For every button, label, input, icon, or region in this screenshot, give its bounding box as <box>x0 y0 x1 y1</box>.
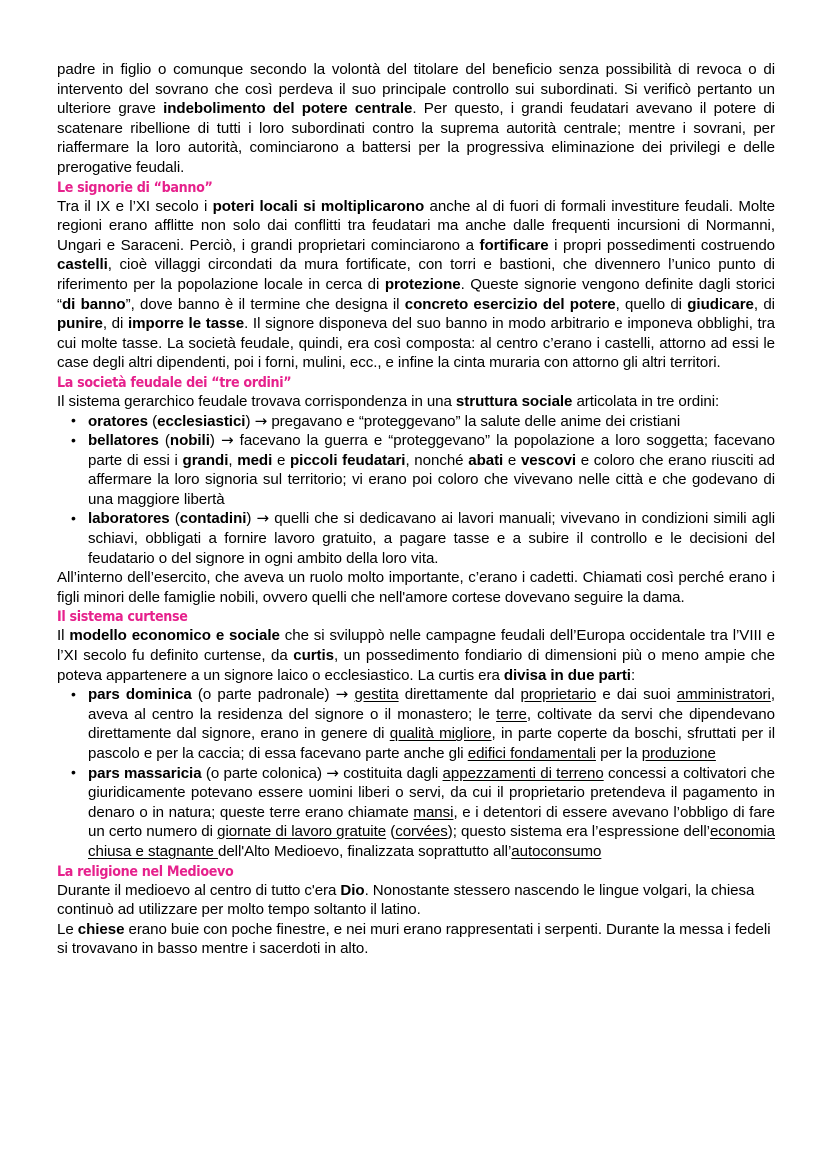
bullet-list-curtis-parti <box>57 685 775 861</box>
list-item <box>57 509 775 568</box>
list-item <box>57 412 775 432</box>
list-item-text: • bellatores (nobili) → facevano la guerra e “proteggevano” la popolazione a loro soggetta; facevano parte di essi i grandi, medi e piccoli feudatari, nonché abati e vescovi e coloro che erano riusciti ad affermare la loro signoria sul territorio; vi erano poi coloro che vivevano nelle città e che godevano di una maggiore libertà <box>88 431 775 508</box>
section-paragraph-societa-feudale: Il sistema gerarchico feudale trovava corrispondenza in una struttura sociale articolata in tre ordini: <box>57 392 720 410</box>
list-item-text: • pars massaricia (o parte colonica) → costituita dagli appezzamenti di terreno concessi a coltivatori che giuridicamente potevano essere uomini liberi o servi, da cui il proprietario pretendeva il pagamento in denaro o in natura; queste terre erano chiamate mansi, e i detentori di essere avevano l’obbligo di fare un certo numero di giornate di lavoro gratuite (corvées); questo sistema era l’espressione dell’economia chiusa e stagnante dell'Alto Medioevo, finalizzata soprattutto all’autoconsumo <box>88 763 775 860</box>
section-paragraph-religione: Durante il medioevo al centro di tutto c'era Dio. Nonostante stessero nascendo le lingue volgari, la chiesa continuò ad utilizzare per molto tempo soltanto il latino. <box>57 881 755 919</box>
document-body <box>57 60 775 959</box>
section-heading-sistema-curtense: Il sistema curtense <box>57 608 188 626</box>
section-closing-paragraph-cadetti: All’interno dell’esercito, che aveva un ruolo molto importante, c’erano i cadetti. Chiamati così perché erano i figli minori delle famiglie nobili, ovvero quelli che nell'amore cortese dovevano seguire la dama. <box>57 569 775 606</box>
list-item-text: • pars dominica (o parte padronale) → gestita direttamente dal proprietario e dai suoi amministratori, aveva al centro la residenza del signore o il monastero; le terre, coltivate da servi che dipendevano direttamente dal signore, erano in genere di qualità migliore, in parte coperte da boschi, sfruttati per il pascolo e per la caccia; di essa facevano parte anche gli edifici fondamentali per la produzione <box>88 685 775 762</box>
section-heading-signorie-di-banno: Le signorie di “banno” <box>57 178 213 196</box>
list-item-text: • laboratores (contadini) → quelli che si dedicavano ai lavori manuali; vivevano in condizioni simili agli schiavi, obbligati a fornire lavoro gratuito, a pagare tasse e a subire il controllo e le decisioni del feudatario o del signore in ogni ambito della loro vita. <box>88 509 776 567</box>
section-paragraph-signorie-di-banno: Tra il IX e l’XI secolo i poteri locali si moltiplicarono anche al di fuori di formali investiture feudali. Molte regioni erano afflitte non solo dai conflitti tra feudatari ma anche dalle frequenti incursioni di Normanni, Ungari e Saraceni. Perciò, i grandi proprietari cominciarono a fortificare i propri possedimenti costruendo castelli, cioè villaggi circondati da mura fortificate, con torri e bastioni, che divennero l’unico punto di riferimento per la popolazione locale in cerca di protezione. Queste signorie vengono definite dagli storici “di banno”, dove banno è il termine che designa il concreto esercizio del potere, quello di giudicare, di punire, di imporre le tasse. Il signore disponeva del suo banno in modo arbitrario e imponeva obblighi, tra cui molte tasse. La società feudale, quindi, era così composta: al centro c’erano i castelli, attorno ad essi le case degli altri dipendenti, poi i forni, mulini, ecc., e infine la cinta muraria con attorno gli altri territori. <box>57 197 776 372</box>
section-heading-religione-nel-medioevo: La religione nel Medioevo <box>57 862 234 880</box>
list-item <box>57 685 775 763</box>
section-heading-societa-feudale-tre-ordini: La società feudale dei “tre ordini” <box>57 373 292 391</box>
list-item <box>57 764 775 862</box>
bullet-list-tre-ordini <box>57 412 775 569</box>
list-item-text: • oratores (ecclesiastici) → pregavano e “proteggevano” la salute delle anime dei cristiani <box>88 411 681 430</box>
list-item <box>57 431 775 509</box>
section-closing-paragraph-chiese: Le chiese erano buie con poche finestre, e nei muri erano rappresentati i serpenti. Durante la messa i fedeli si trovavano in basso mentre i sacerdoti in alto. <box>57 920 771 958</box>
section-paragraph-sistema-curtense: Il modello economico e sociale che si sviluppò nelle campagne feudali dell’Europa occidentale tra l’VIII e l’XI secolo fu definito curtense, da curtis, un possedimento fondiario di dimensioni più o meno ampie che poteva appartenere a un signore laico o ecclesiastico. La curtis era divisa in due parti: <box>57 627 775 684</box>
intro-paragraph: padre in figlio o comunque secondo la volontà del titolare del beneficio senza possibilità di revoca o di intervento del sovrano che così perdeva il suo principale controllo sui subordinati. Si verificò pertanto un ulteriore grave indebolimento del potere centrale. Per questo, i grandi feudatari avevano il potere di scatenare ribellione di tutti i loro subordinati contro la suprema autorità centrale; mentre i sovrani, per riaffermare la loro autorità, cominciarono a battersi per la progressiva eliminazione dei privilegi e delle prerogative feudali. <box>57 61 775 176</box>
